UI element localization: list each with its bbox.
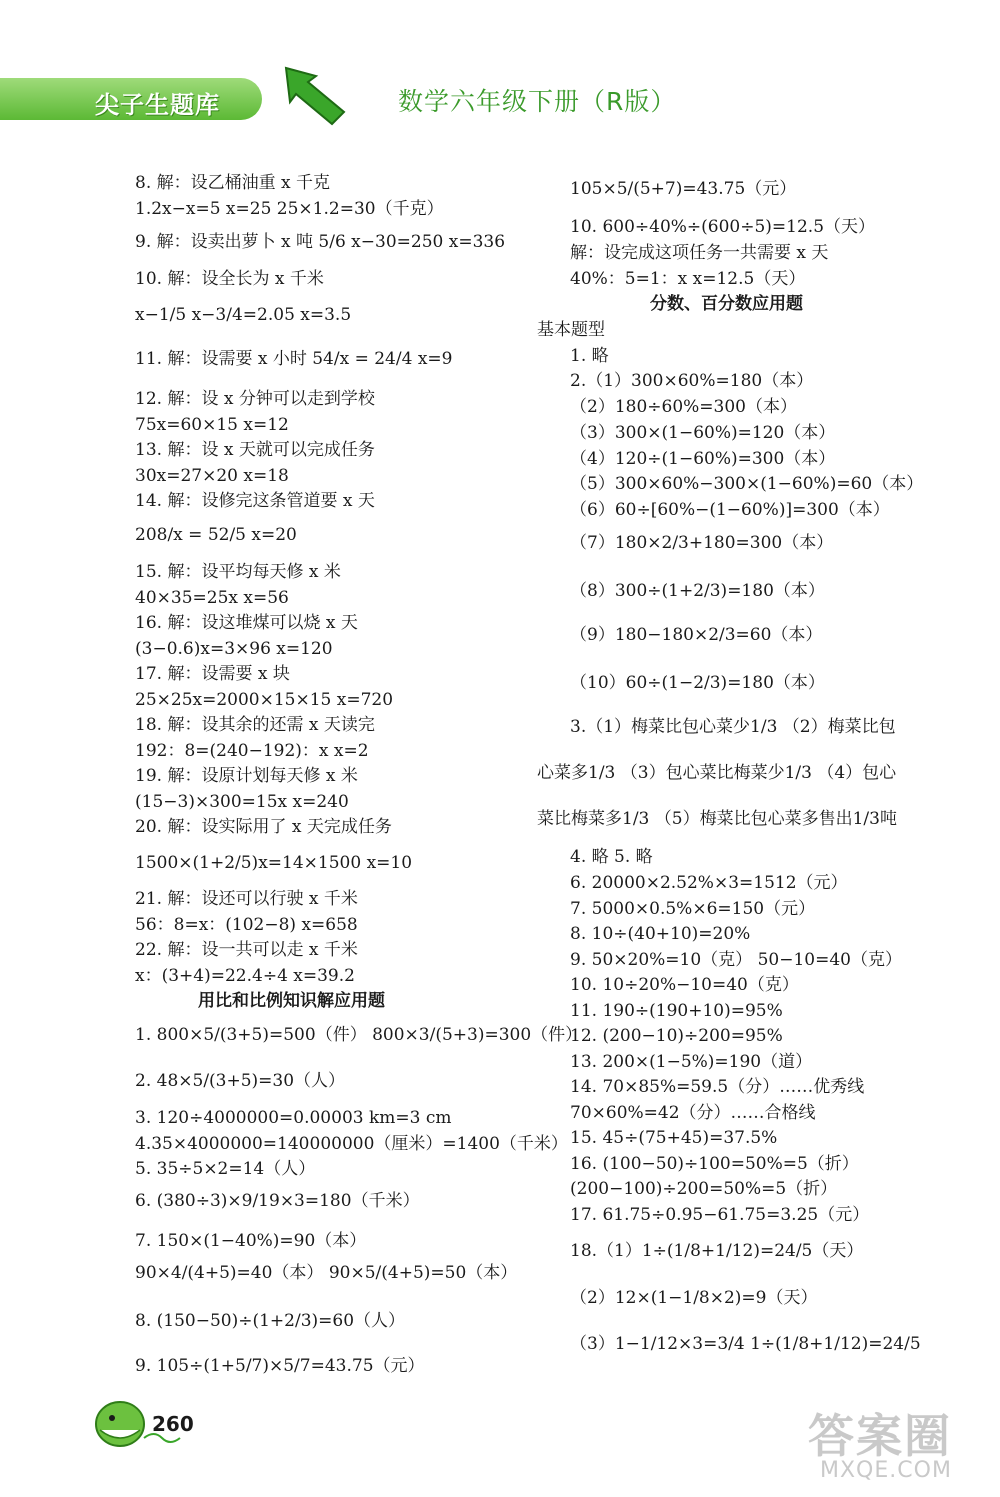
text-line: 19. 解：设原计划每天修 x 米 — [135, 766, 358, 786]
watermark-logo: 答案圈 — [808, 1409, 952, 1463]
text-line: x：(3+4)=22.4÷4 x=39.2 — [135, 966, 355, 986]
text-line: 1. 略 — [570, 346, 609, 366]
text-line: 1500×(1+2/5)x=14×1500 x=10 — [135, 853, 413, 873]
text-line: 8. (150−50)÷(1+2/3)=60（人） — [135, 1311, 406, 1331]
text-line: (200−100)÷200=50%=5（折） — [570, 1179, 838, 1199]
text-line: 心菜多1/3 （3）包心菜比梅菜少1/3 （4）包心 — [537, 763, 897, 783]
text-line: 11. 解：设需要 x 小时 54/x = 24/4 x=9 — [135, 349, 453, 369]
text-line: 18.（1）1÷(1/8+1/12)=24/5（天） — [570, 1241, 864, 1261]
text-line: 40×35=25x x=56 — [135, 588, 289, 608]
text-line: 7. 5000×0.5%×6=150（元） — [570, 899, 816, 919]
text-line: 2.（1）300×60%=180（本） — [570, 371, 814, 391]
text-line: （3）1−1/12×3=3/4 1÷(1/8+1/12)=24/5 — [570, 1334, 921, 1354]
text-line: 22. 解：设一共可以走 x 千米 — [135, 940, 358, 960]
text-line: 11. 190÷(190+10)=95% — [570, 1001, 783, 1021]
page-number: 260 — [152, 1412, 194, 1436]
text-line: 3.（1）梅菜比包心菜少1/3 （2）梅菜比包 — [570, 717, 896, 737]
subheading: 基本题型 — [537, 320, 605, 340]
text-line: （8）300÷(1+2/3)=180（本） — [570, 581, 825, 601]
text-line: 12. (200−10)÷200=95% — [570, 1026, 783, 1046]
text-line: 12. 解：设 x 分钟可以走到学校 — [135, 389, 375, 409]
text-line: 9. 解：设卖出萝卜 x 吨 5/6 x−30=250 x=336 — [135, 232, 506, 252]
text-line: 105×5/(5+7)=43.75（元） — [570, 179, 797, 199]
text-line: 9. 50×20%=10（克） 50−10=40（克） — [570, 950, 902, 970]
text-line: 25×25x=2000×15×15 x=720 — [135, 690, 394, 710]
text-line: 14. 70×85%=59.5（分）……优秀线 — [570, 1077, 865, 1097]
book-title: 数学六年级下册（R版） — [398, 87, 677, 116]
text-line: 56：8=x：(102−8) x=658 — [135, 915, 358, 935]
text-line: （6）60÷[60%−(1−60%)]=300（本） — [570, 500, 890, 520]
text-line: 14. 解：设修完这条管道要 x 天 — [135, 491, 375, 511]
text-line: （9）180−180×2/3=60（本） — [570, 625, 823, 645]
text-line: 30x=27×20 x=18 — [135, 466, 289, 486]
text-line: （10）60÷(1−2/3)=180（本） — [570, 673, 825, 693]
text-line: 解：设完成这项任务一共需要 x 天 — [570, 243, 829, 263]
text-line: 4. 略 5. 略 — [570, 847, 653, 867]
text-line: 1.2x−x=5 x=25 25×1.2=30（千克） — [135, 199, 444, 219]
text-line: 21. 解：设还可以行驶 x 千米 — [135, 889, 358, 909]
text-line: (3−0.6)x=3×96 x=120 — [135, 639, 333, 659]
text-line: （5）300×60%−300×(1−60%)=60（本） — [570, 474, 924, 494]
section-heading: 分数、百分数应用题 — [650, 294, 803, 314]
text-line: 8. 解：设乙桶油重 x 千克 — [135, 173, 331, 193]
text-line: 10. 解：设全长为 x 千米 — [135, 269, 324, 289]
text-line: 16. (100−50)÷100=50%=5（折） — [570, 1154, 859, 1174]
text-line: 7. 150×(1−40%)=90（本） — [135, 1231, 367, 1251]
watermark — [800, 1400, 990, 1490]
text-line: 18. 解：设其余的还需 x 天读完 — [135, 715, 375, 735]
text-line: 菜比梅菜多1/3 （5）梅菜比包心菜多售出1/3吨 — [537, 809, 897, 829]
text-line: 8. 10÷(40+10)=20% — [570, 924, 751, 944]
text-line: （4）120÷(1−60%)=300（本） — [570, 449, 836, 469]
text-line: 2. 48×5/(3+5)=30（人） — [135, 1071, 346, 1091]
text-line: 6. 20000×2.52%×3=1512（元） — [570, 873, 848, 893]
text-line: 40%：5=1：x x=12.5（天） — [570, 269, 806, 289]
text-line: 4.35×4000000=140000000（厘米）=1400（千米） — [135, 1134, 568, 1154]
text-line: 5. 35÷5×2=14（人） — [135, 1159, 316, 1179]
text-line: 1. 800×5/(3+5)=500（件） 800×3/(5+3)=300（件） — [135, 1025, 583, 1045]
text-line: (15−3)×300=15x x=240 — [135, 792, 349, 812]
text-line: 17. 61.75÷0.95−61.75=3.25（元） — [570, 1205, 870, 1225]
section-heading: 用比和比例知识解应用题 — [198, 991, 385, 1011]
text-line: （7）180×2/3+180=300（本） — [570, 533, 834, 553]
text-line: （2）12×(1−1/8×2)=9（天） — [570, 1288, 818, 1308]
text-line: 20. 解：设实际用了 x 天完成任务 — [135, 817, 392, 837]
text-line: 10. 10÷20%−10=40（克） — [570, 975, 799, 995]
text-line: 17. 解：设需要 x 块 — [135, 664, 290, 684]
series-banner — [0, 78, 262, 120]
text-line: 9. 105÷(1+5/7)×5/7=43.75（元） — [135, 1356, 425, 1376]
text-line: 6. (380÷3)×9/19×3=180（千米） — [135, 1191, 420, 1211]
text-line: 13. 200×(1−5%)=190（道） — [570, 1052, 813, 1072]
series-name: 尖子生题库 — [95, 91, 220, 119]
arrow-icon — [282, 66, 348, 128]
text-line: 15. 解：设平均每天修 x 米 — [135, 562, 341, 582]
text-line: 10. 600÷40%÷(600÷5)=12.5（天） — [570, 217, 876, 237]
text-line: x−1/5 x−3/4=2.05 x=3.5 — [135, 305, 352, 325]
text-line: 75x=60×15 x=12 — [135, 415, 289, 435]
watermark-url: MXQE.COM — [820, 1458, 952, 1483]
text-line: 208/x = 52/5 x=20 — [135, 525, 297, 545]
text-line: 16. 解：设这堆煤可以烧 x 天 — [135, 613, 358, 633]
text-line: （3）300×(1−60%)=120（本） — [570, 423, 836, 443]
text-line: 13. 解：设 x 天就可以完成任务 — [135, 440, 375, 460]
text-line: 192：8=(240−192)：x x=2 — [135, 741, 369, 761]
text-line: 90×4/(4+5)=40（本） 90×5/(4+5)=50（本） — [135, 1263, 518, 1283]
text-line: 3. 120÷4000000=0.00003 km=3 cm — [135, 1108, 452, 1128]
text-line: 70×60%=42（分）……合格线 — [570, 1103, 816, 1123]
text-line: （2）180÷60%=300（本） — [570, 397, 797, 417]
text-line: 15. 45÷(75+45)=37.5% — [570, 1128, 778, 1148]
